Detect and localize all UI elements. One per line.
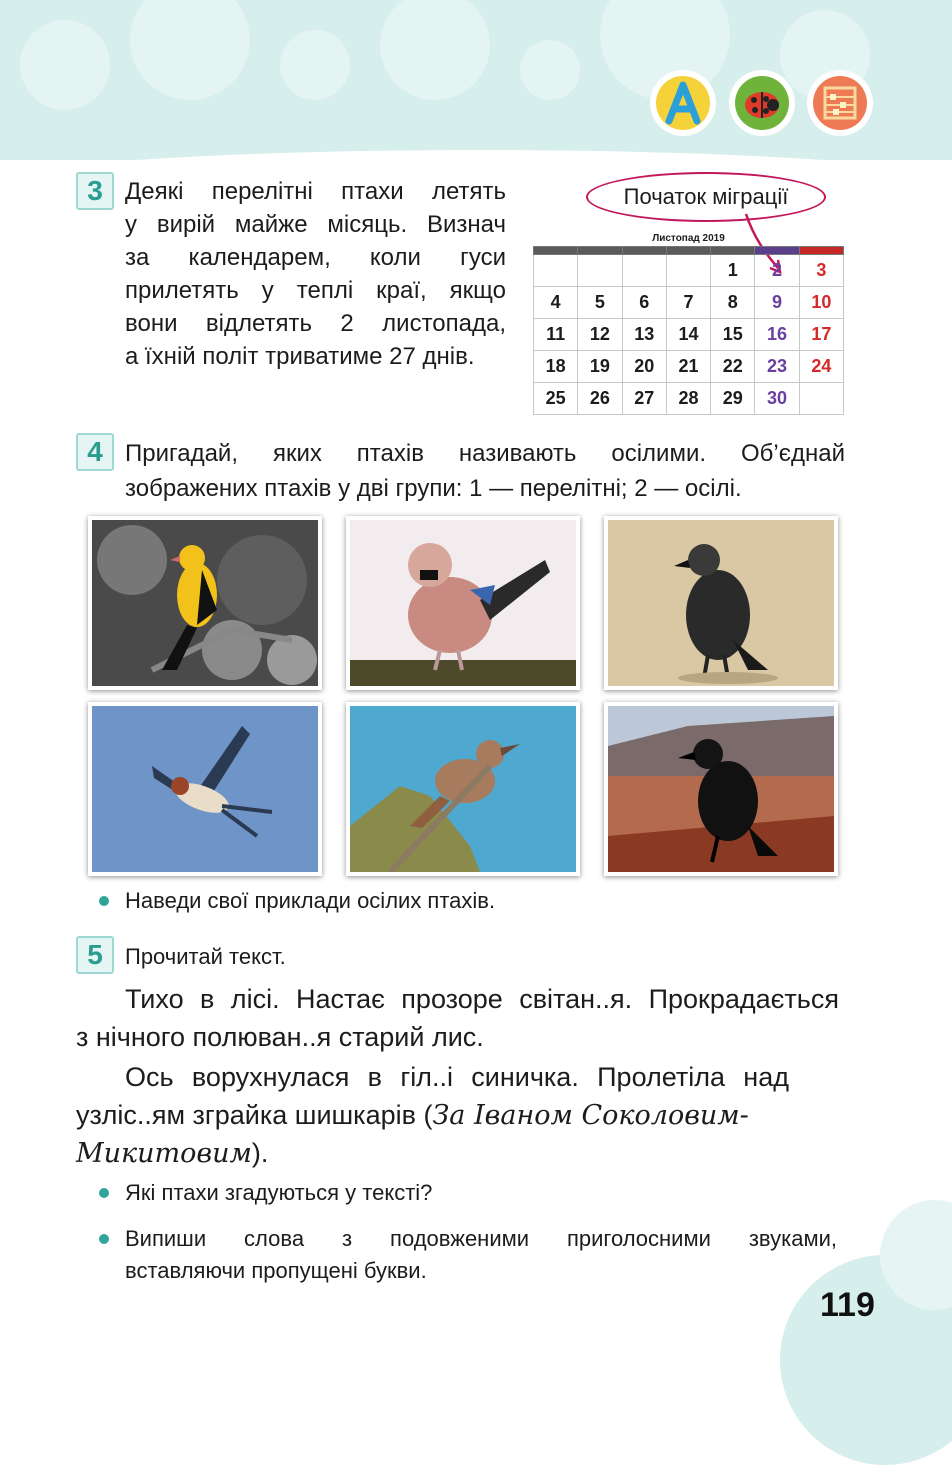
calendar-day: 27 xyxy=(622,383,666,415)
calendar-day: 12 xyxy=(578,319,622,351)
calendar-day: 18 xyxy=(534,351,578,383)
task4-bullet-text: Наведи свої приклади осілих птахів. xyxy=(125,888,496,913)
passage-line xyxy=(76,1096,749,1135)
question-text: вставляючи пропущені букви. xyxy=(125,1258,427,1283)
passage-author: Микитовим xyxy=(76,1138,252,1169)
calendar-day: 7 xyxy=(666,287,710,319)
calendar-day: 22 xyxy=(711,351,755,383)
calendar-day: 4 xyxy=(534,287,578,319)
calendar-day: 14 xyxy=(666,319,710,351)
calendar-day: 28 xyxy=(666,383,710,415)
calendar-day-sunday: 10 xyxy=(799,287,843,319)
calendar-day: 11 xyxy=(534,319,578,351)
bird-photo-swallow xyxy=(88,702,322,876)
calendar-day: 26 xyxy=(578,383,622,415)
task5-question-1 xyxy=(125,1178,432,1208)
calendar-day: 20 xyxy=(622,351,666,383)
math-section-icon xyxy=(807,70,873,136)
calendar xyxy=(533,232,844,410)
calendar-day-saturday: 9 xyxy=(755,287,799,319)
task3-line: прилетять у теплі краї, якщо xyxy=(125,277,506,304)
task5-question-2 xyxy=(125,1224,837,1254)
calendar-day xyxy=(666,255,710,287)
calendar-day-saturday: 2 xyxy=(755,255,799,287)
calendar-day: 29 xyxy=(711,383,755,415)
task3-line: вони відлетять 2 листопада, xyxy=(125,310,506,337)
abacus-icon xyxy=(822,85,858,121)
calendar-day-sunday xyxy=(799,383,843,415)
passage-line: з нічного полюван..я старий лис. xyxy=(76,1022,484,1052)
reading-section-icon xyxy=(650,70,716,136)
ladybug-icon xyxy=(742,86,782,120)
calendar-day-sunday: 24 xyxy=(799,351,843,383)
task-number-5: 5 xyxy=(76,936,114,974)
bird-photo-oriole xyxy=(88,516,322,690)
passage-author: За Іваном Соколовим- xyxy=(432,1100,749,1131)
bird-photo-jackdaw xyxy=(604,516,838,690)
bird-photo-raven xyxy=(604,702,838,876)
nature-section-icon xyxy=(729,70,795,136)
calendar-day-sunday: 3 xyxy=(799,255,843,287)
letter-a-icon xyxy=(663,81,703,125)
passage-line xyxy=(76,1134,268,1173)
task4-line: Пригадай, яких птахів називають осілими. Об’єднай xyxy=(125,440,845,467)
callout-label: Початок міграції xyxy=(623,184,789,209)
passage-line: Ось ворухнулася в гіл..і синичка. Пролетіла над xyxy=(125,1062,789,1092)
task3-line: а їхній політ триватиме 27 днів. xyxy=(125,343,475,370)
task5-question-2-cont xyxy=(125,1256,427,1286)
calendar-day-sunday: 17 xyxy=(799,319,843,351)
calendar-day-saturday: 16 xyxy=(755,319,799,351)
header-banner xyxy=(0,0,952,160)
question-text: Які птахи згадуються у тексті? xyxy=(125,1180,433,1205)
calendar-day: 15 xyxy=(711,319,755,351)
calendar-day-saturday: 23 xyxy=(755,351,799,383)
page-number: 119 xyxy=(820,1286,875,1324)
task-number-3: 3 xyxy=(76,172,114,210)
calendar-day: 21 xyxy=(666,351,710,383)
passage-text: ). xyxy=(251,1138,269,1168)
calendar-day: 8 xyxy=(711,287,755,319)
calendar-grid xyxy=(533,246,844,415)
task5-instruction: Прочитай текст. xyxy=(125,944,286,969)
calendar-title: Листопад 2019 xyxy=(652,233,725,244)
calendar-day xyxy=(534,255,578,287)
migration-start-callout xyxy=(586,172,826,222)
task3-line: у вирій майже місяць. Визнач xyxy=(125,211,506,238)
calendar-day xyxy=(622,255,666,287)
calendar-day: 13 xyxy=(622,319,666,351)
bird-photo-nightingale xyxy=(346,702,580,876)
task4-line: зображених птахів у дві групи: 1 — перелітні; 2 — осілі. xyxy=(125,475,742,502)
task3-line: за календарем, коли гуси xyxy=(125,244,506,271)
calendar-day: 19 xyxy=(578,351,622,383)
passage-text: узліс..ям зграйка шишкарів ( xyxy=(76,1100,433,1130)
calendar-day: 25 xyxy=(534,383,578,415)
task3-line: Деякі перелітні птахи летять xyxy=(125,178,506,205)
question-text: Випиши слова з подовженими приголосними звуками, xyxy=(125,1226,837,1251)
calendar-day: 5 xyxy=(578,287,622,319)
bird-photo-jay xyxy=(346,516,580,690)
calendar-day xyxy=(578,255,622,287)
calendar-day: 6 xyxy=(622,287,666,319)
task-number-4: 4 xyxy=(76,433,114,471)
task4-bullet xyxy=(125,886,495,916)
passage-line: Тихо в лісі. Настає прозоре світан..я. Прокрадається xyxy=(125,984,839,1014)
calendar-day: 1 xyxy=(711,255,755,287)
calendar-day-saturday: 30 xyxy=(755,383,799,415)
